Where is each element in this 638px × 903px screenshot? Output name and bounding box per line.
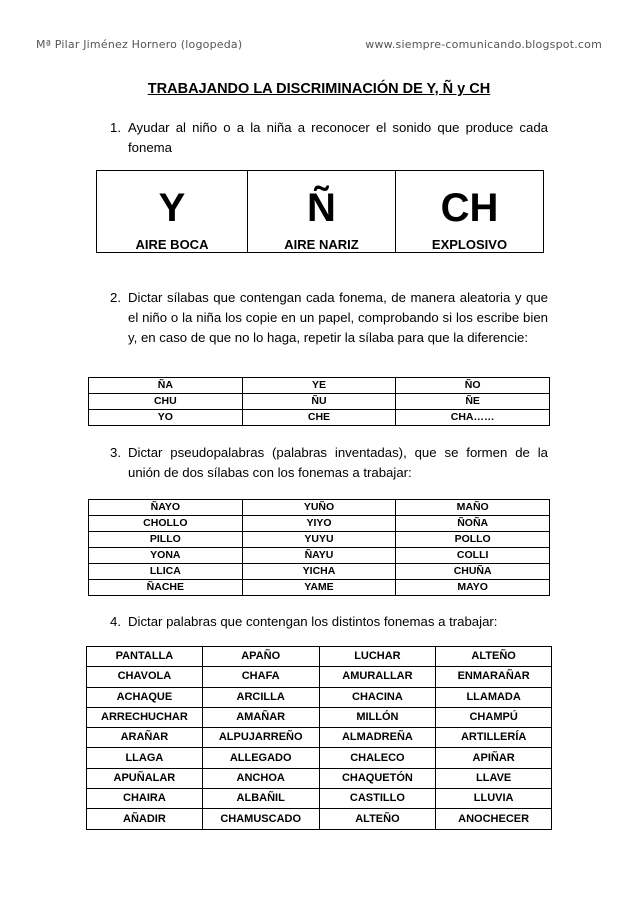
table-row — [87, 809, 552, 829]
table-cell: CHOLLO — [89, 516, 243, 532]
table-cell: CHUÑA — [396, 564, 550, 580]
table-cell: YUYU — [242, 532, 396, 548]
table-row — [89, 516, 550, 532]
table-row — [87, 647, 552, 667]
table-cell: PILLO — [89, 532, 243, 548]
table-cell: ÑA — [89, 378, 243, 394]
step-text: Ayudar al niño o a la niña a reconocer el sonido que produce cada fonema — [128, 120, 548, 156]
table-cell: ALMADREÑA — [319, 728, 436, 748]
phoneme-label: EXPLOSIVO — [431, 237, 508, 252]
table-cell: YICHA — [242, 564, 396, 580]
table-row — [87, 768, 552, 788]
table-cell: ÑO — [396, 378, 550, 394]
table-cell: POLLO — [396, 532, 550, 548]
table-row — [89, 564, 550, 580]
step-4 — [110, 612, 548, 632]
step-text: Dictar sílabas que contengan cada fonema, de manera aleatoria y que el niño o la niña los copie en un papel, comprobando si los escribe bien y, en caso de que no lo haga, repetir la sílaba para que la diferencie: — [128, 290, 548, 346]
table-cell: ÑE — [396, 394, 550, 410]
step-3 — [110, 443, 548, 483]
blog-url: www.siempre-comunicando.blogspot.com — [365, 38, 602, 51]
table-cell: CHAFA — [202, 667, 319, 687]
table-cell: ARRECHUCHAR — [87, 707, 203, 727]
step-2 — [110, 288, 548, 349]
phoneme-letter: CH — [440, 186, 499, 230]
phoneme-letter: Ñ — [307, 186, 336, 230]
table-row — [89, 500, 550, 516]
table-cell: AMAÑAR — [202, 707, 319, 727]
phoneme-letter: Y — [158, 186, 186, 230]
table-cell: MAÑO — [396, 500, 550, 516]
table-cell: ANCHOA — [202, 768, 319, 788]
table-cell: MILLÓN — [319, 707, 436, 727]
table-cell: ARTILLERÍA — [436, 728, 552, 748]
table-cell: ALBAÑIL — [202, 789, 319, 809]
table-cell: CHAIRA — [87, 789, 203, 809]
table-cell: ENMARAÑAR — [436, 667, 552, 687]
table-cell: YO — [89, 410, 243, 426]
table-row — [87, 789, 552, 809]
syllables-table — [88, 377, 550, 426]
table-cell: ÑACHE — [89, 580, 243, 596]
table-cell: YE — [242, 378, 396, 394]
table-cell: CHE — [242, 410, 396, 426]
table-row — [89, 580, 550, 596]
author-credit: Mª Pilar Jiménez Hornero (logopeda) — [36, 38, 243, 51]
table-cell: LLUVIA — [436, 789, 552, 809]
step-text: Dictar palabras que contengan los distintos fonemas a trabajar: — [128, 614, 498, 629]
phoneme-label: AIRE BOCA — [135, 237, 209, 252]
table-cell: LLAGA — [87, 748, 203, 768]
table-row — [87, 728, 552, 748]
table-cell: ALTEÑO — [436, 647, 552, 667]
phoneme-cell-enye — [247, 171, 395, 252]
table-row — [87, 667, 552, 687]
table-cell: AMURALLAR — [319, 667, 436, 687]
table-row — [89, 394, 550, 410]
table-cell: LLAVE — [436, 768, 552, 788]
table-cell: AÑADIR — [87, 809, 203, 829]
table-row — [89, 548, 550, 564]
phoneme-table — [96, 170, 544, 253]
table-row — [87, 748, 552, 768]
table-cell: PANTALLA — [87, 647, 203, 667]
table-cell: CHU — [89, 394, 243, 410]
table-row — [87, 687, 552, 707]
table-cell: CHA…… — [396, 410, 550, 426]
words-table — [86, 646, 552, 830]
table-cell: YIYO — [242, 516, 396, 532]
pseudowords-table — [88, 499, 550, 596]
step-1 — [110, 118, 548, 158]
table-cell: APUÑALAR — [87, 768, 203, 788]
table-cell: ALLEGADO — [202, 748, 319, 768]
table-cell: YONA — [89, 548, 243, 564]
table-cell: ÑAYU — [242, 548, 396, 564]
table-cell: APIÑAR — [436, 748, 552, 768]
step-number: 2. — [110, 290, 121, 305]
step-number: 1. — [110, 120, 121, 135]
step-number: 4. — [110, 614, 121, 629]
table-cell: CHALECO — [319, 748, 436, 768]
page-title: TRABAJANDO LA DISCRIMINACIÓN DE Y, Ñ y CH — [147, 81, 491, 97]
phoneme-label: AIRE NARIZ — [284, 237, 359, 252]
table-cell: ARCILLA — [202, 687, 319, 707]
table-cell: YAME — [242, 580, 396, 596]
table-cell: CHAMPÚ — [436, 707, 552, 727]
phoneme-cell-y — [97, 171, 247, 252]
table-cell: YUÑO — [242, 500, 396, 516]
table-cell: ANOCHECER — [436, 809, 552, 829]
table-cell: ALPUJARREÑO — [202, 728, 319, 748]
table-cell: CHAVOLA — [87, 667, 203, 687]
table-cell: ÑU — [242, 394, 396, 410]
table-row — [89, 410, 550, 426]
table-cell: LLAMADA — [436, 687, 552, 707]
table-cell: COLLI — [396, 548, 550, 564]
step-number: 3. — [110, 445, 121, 460]
table-cell: ÑAYO — [89, 500, 243, 516]
phoneme-cell-ch — [395, 171, 543, 252]
table-cell: CASTILLO — [319, 789, 436, 809]
table-cell: ÑOÑA — [396, 516, 550, 532]
table-cell: MAYO — [396, 580, 550, 596]
table-row — [89, 532, 550, 548]
table-cell: LLICA — [89, 564, 243, 580]
table-row — [87, 707, 552, 727]
table-cell: APAÑO — [202, 647, 319, 667]
table-cell: CHAMUSCADO — [202, 809, 319, 829]
table-cell: LUCHAR — [319, 647, 436, 667]
step-text: Dictar pseudopalabras (palabras inventadas), que se formen de la unión de dos sílabas con los fonemas a trabajar: — [128, 445, 548, 481]
table-cell: CHAQUETÓN — [319, 768, 436, 788]
table-cell: ARAÑAR — [87, 728, 203, 748]
table-cell: ACHAQUE — [87, 687, 203, 707]
table-cell: ALTEÑO — [319, 809, 436, 829]
table-cell: CHACINA — [319, 687, 436, 707]
table-row — [89, 378, 550, 394]
page-header — [36, 38, 602, 52]
